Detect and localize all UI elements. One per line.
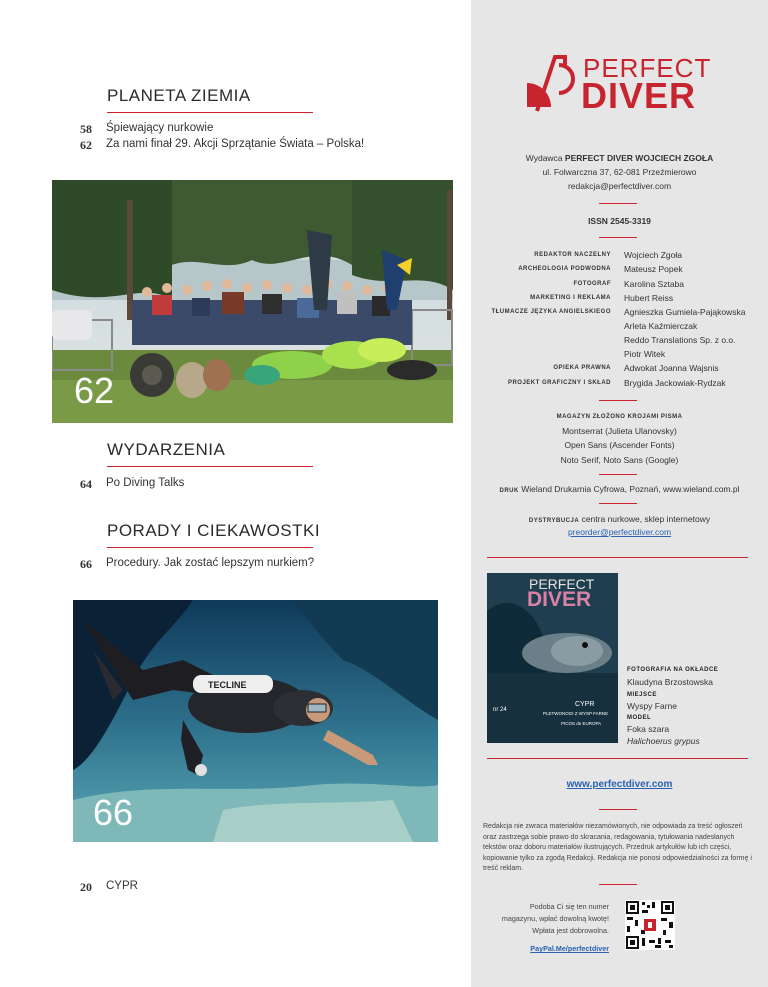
toc-entry-title: Za nami finał 29. Akcji Sprzątanie Świata – Polska! <box>106 138 365 150</box>
print-label: DRUK <box>499 488 519 494</box>
section-underline <box>107 547 313 548</box>
disclaimer-text: Redakcja nie zwraca materiałów niezamówionych, nie odpowiada za treść ogłoszeń oraz zastrzega sobie prawo do skracania, redagowania, tytułowania nadesłanych tekstów oraz doboru materiałów ilustrujących. Przedruk artykułów lub ich części, kopiowanie tylko za zgodą Redakcji. Redakcja nie ponosi odpowiedzialności za formę i treść reklam. <box>483 823 752 872</box>
divider <box>599 400 637 401</box>
logo-text-diver: DIVER <box>581 75 697 116</box>
publisher-name: PERFECT DIVER WOJCIECH ZGOŁA <box>564 153 714 163</box>
credit-name: Wojciech Zgoła <box>624 250 682 260</box>
font-credit: Open Sans (Ascender Fonts) <box>564 440 675 450</box>
credit-role: FOTOGRAF <box>573 281 611 287</box>
toc-entry-title: Śpiewający nurkowie <box>106 122 214 134</box>
publisher-email[interactable]: redakcja@perfectdiver.com <box>567 181 672 191</box>
cover-place-label: MIEJSCE <box>627 692 657 698</box>
publisher-address: ul. Folwarczna 37, 62-081 Przeźmierowo <box>542 167 697 177</box>
cover-photo-label: FOTOGRAFIA NA OKŁADCE <box>627 667 719 673</box>
credit-name: Karolina Sztaba <box>624 279 685 289</box>
page-number: 62 <box>80 138 92 152</box>
divider <box>599 884 637 885</box>
cover-model-latin: Halichoerus grypus <box>627 736 700 746</box>
cover-place: Wyspy Farne <box>627 701 677 711</box>
credit-name: Mateusz Popek <box>624 264 683 274</box>
toc-entry-64[interactable] <box>80 477 184 492</box>
cleanup-group-photo[interactable] <box>52 180 453 423</box>
support-line: Podoba Ci się ten numer <box>529 902 609 911</box>
cover-model: Foka szara <box>627 724 670 734</box>
distribution-line <box>471 514 768 524</box>
publisher-label: Wydawca <box>525 153 563 163</box>
cover-text-line: PICOS de EUROPA <box>561 721 602 726</box>
credit-name: Hubert Reiss <box>624 293 674 303</box>
cover-photographer: Klaudyna Brzostowska <box>627 677 713 687</box>
section-title-wydarzenia: WYDARZENIA <box>107 440 226 459</box>
website-link[interactable]: www.perfectdiver.com <box>566 779 673 790</box>
divider <box>487 557 748 558</box>
cover-title-perfect: PERFECT <box>529 576 595 592</box>
support-line: Wpłata jest dobrowolna. <box>532 926 609 935</box>
issn: ISSN 2545-3319 <box>588 216 651 226</box>
distribution-value: centra nurkowe, sklep internetowy <box>581 514 711 524</box>
page-number: 66 <box>80 557 92 571</box>
diver-photo[interactable] <box>73 600 438 842</box>
photo-page-number: 66 <box>93 792 134 833</box>
distribution-label: DYSTRYBUCJA <box>528 518 580 524</box>
credit-name: Adwokat Joanna Wajsnis <box>624 363 719 373</box>
toc-entry-title: Po Diving Talks <box>106 477 185 489</box>
divider <box>599 237 637 238</box>
section-underline <box>107 112 313 113</box>
toc-entry-58[interactable] <box>80 122 213 137</box>
divider <box>599 474 637 475</box>
credit-name: Arleta Kaźmierczak <box>624 321 698 331</box>
perfect-diver-logo <box>525 50 715 115</box>
qr-code-icon[interactable] <box>625 900 675 950</box>
page-number: 20 <box>80 880 92 894</box>
divider <box>599 203 637 204</box>
credit-name: Piotr Witek <box>624 349 666 359</box>
publisher-line <box>471 153 768 163</box>
toc-entry-title: CYPR <box>106 880 138 892</box>
photo-page-number: 62 <box>74 370 115 411</box>
preorder-email-link[interactable]: preorder@perfectdiver.com <box>567 527 672 537</box>
toc-entry-title: Procedury. Jak zostać lepszym nurkiem? <box>106 557 315 569</box>
section-title-planeta-ziemia: PLANETA ZIEMIA <box>107 86 251 105</box>
support-line: magazynu, wpłać dowolną kwotę! <box>501 914 609 923</box>
qr-code-graphic <box>625 900 675 950</box>
cover-title-diver: DIVER <box>527 588 592 611</box>
cover-model-label: MODEL <box>627 715 652 721</box>
cover-text-cypr: CYPR <box>575 701 595 708</box>
credit-name: Reddo Translations Sp. z o.o. <box>624 335 736 345</box>
credit-role: TŁUMACZE JĘZYKA ANGIELSKIEGO <box>491 309 611 315</box>
font-credit: Noto Serif, Noto Sans (Google) <box>560 455 679 465</box>
credit-name: Brygida Jackowiak-Rydzak <box>624 378 726 388</box>
credit-role: REDAKTOR NACZELNY <box>534 252 611 258</box>
logo-text-perfect: PERFECT <box>583 53 712 83</box>
logo-mark-icon <box>525 53 581 115</box>
fonts-label: MAGAZYN ZŁOŻONO KROJAMI PISMA <box>556 414 683 420</box>
paypal-link[interactable]: PayPal.Me/perfectdiver <box>530 944 609 953</box>
print-line <box>471 484 768 494</box>
credit-role: ARCHEOLOGIA PODWODNA <box>518 266 611 272</box>
credit-role: PROJEKT GRAFICZNY I SKŁAD <box>507 380 611 386</box>
page-number: 58 <box>80 122 92 136</box>
credit-name: Agnieszka Gumiela-Pająkowska <box>624 307 746 317</box>
font-credit: Montserrat (Julieta Ulanovsky) <box>562 426 677 436</box>
toc-entry-20[interactable] <box>80 880 138 895</box>
print-value: Wieland Drukarnia Cyfrowa, Poznań, www.wieland.com.pl <box>521 484 740 494</box>
section-underline <box>107 466 313 467</box>
svg-text:TECLINE: TECLINE <box>208 680 247 690</box>
credit-role: OPIEKA PRAWNA <box>553 365 611 371</box>
divider <box>599 503 637 504</box>
divider <box>487 758 748 759</box>
page-number: 64 <box>80 477 92 491</box>
section-title-porady: PORADY I CIEKAWOSTKI <box>107 521 321 540</box>
credit-role: MARKETING I REKLAMA <box>530 295 611 301</box>
toc-entry-62[interactable] <box>80 138 364 153</box>
cover-text-line: PLETWONOGI Z WYSP FARNE <box>543 711 609 716</box>
toc-entry-66[interactable] <box>80 557 314 572</box>
cover-issue-number: nr 24 <box>493 707 507 713</box>
divider <box>599 809 637 810</box>
magazine-cover-image[interactable] <box>487 573 618 743</box>
